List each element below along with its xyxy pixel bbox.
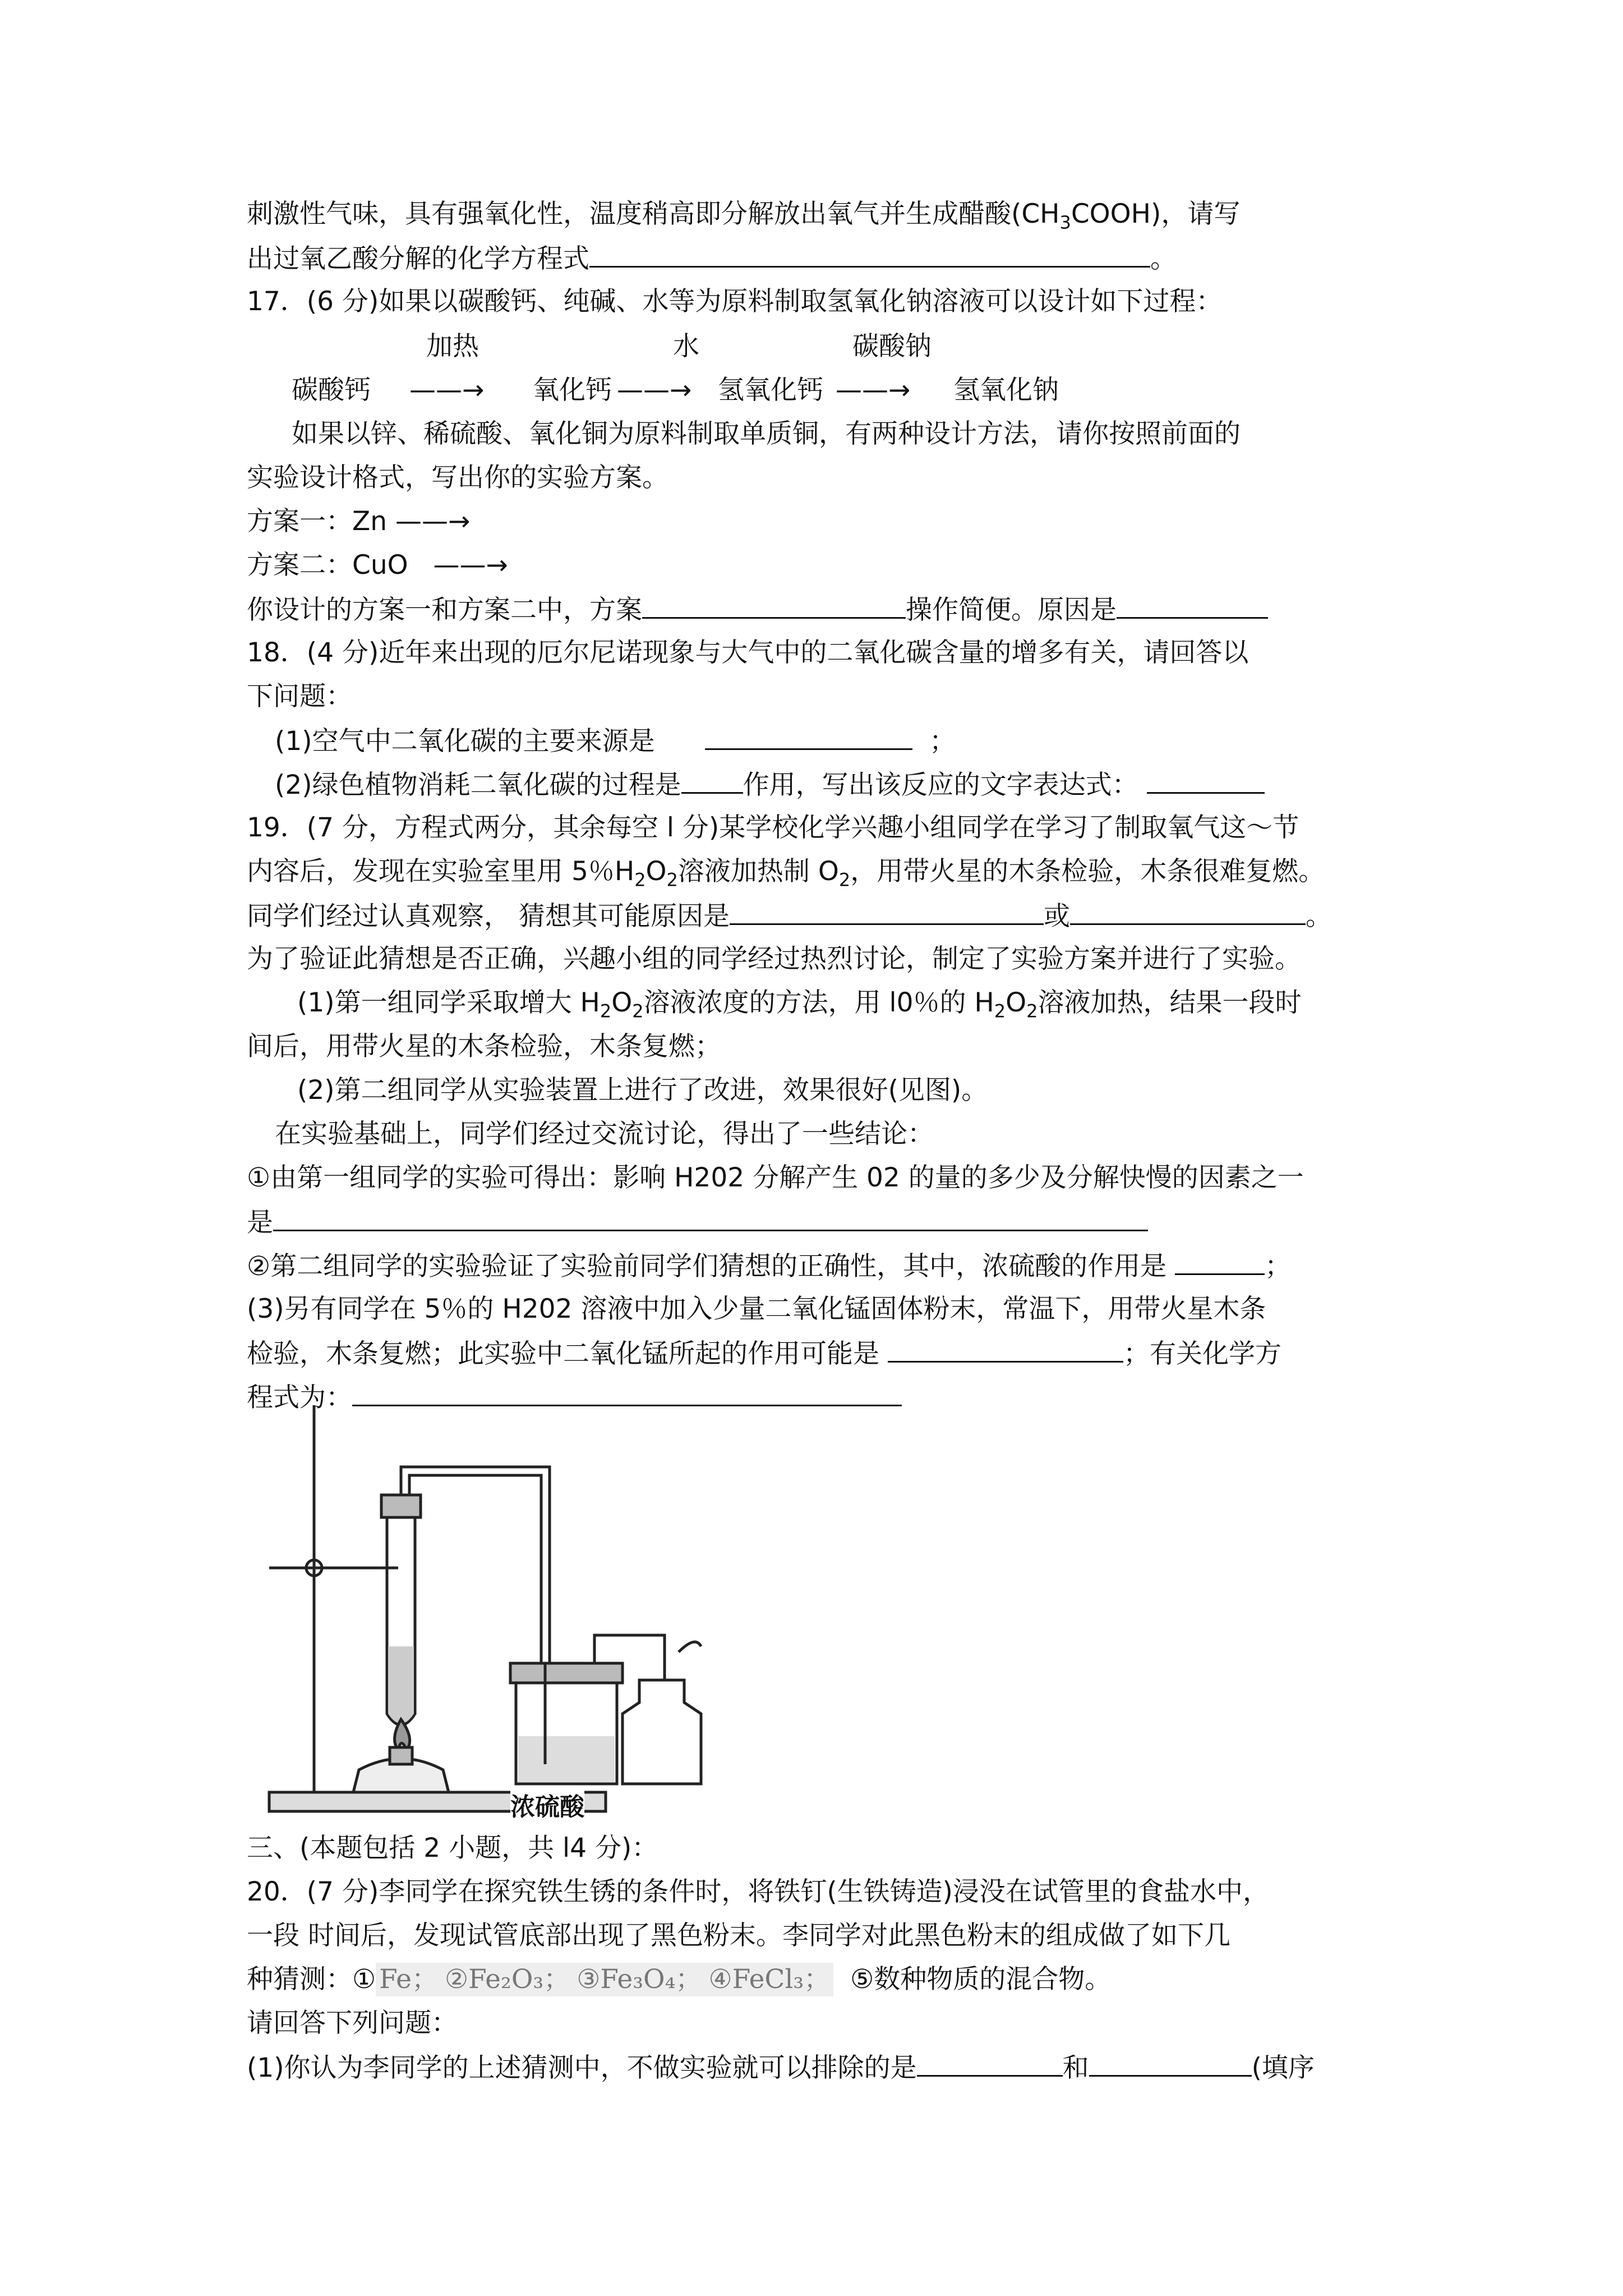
q17-head: 17．(6 分)如果以碳酸钙、纯碱、水等为原料制取氢氧化钠溶液可以设计如下过程：	[247, 286, 1223, 317]
q19-group1: (1)第一组同学采取增大 $H_2O_2$溶液浓度的方法，用 l0％的 $H_2O_2$溶液加热，结果一段时	[297, 987, 1302, 1022]
answer-blank[interactable]	[1117, 592, 1268, 619]
answer-blank[interactable]	[273, 1205, 1148, 1231]
q19-head1: 19．(7 分，方程式两分，其余每空 l 分)某学校化学兴趣小组同学在学习了制取氧气这～节	[247, 812, 1299, 843]
q20-head1: 20．(7 分)李同学在探究铁生锈的条件时，将铁钉(生铁铸造)浸没在试管里的食盐水中，	[247, 1876, 1269, 1907]
arrow-icon: ——→	[433, 550, 508, 581]
q19-conclusion-intro: 在实验基础上，同学们经过交流讨论，得出了一些结论：	[275, 1119, 934, 1149]
q18-head2: 下问题：	[247, 681, 352, 712]
chain-item: 氧化钙	[533, 375, 612, 406]
condition-water: 水	[673, 331, 699, 362]
q19-conclusion2: ②第二组同学的实验验证了实验前同学们猜想的正确性，其中，浓硫酸的作用是 ；	[247, 1249, 1291, 1283]
chain-item: 氢氧化钙	[718, 375, 823, 406]
section3-head: 三、(本题包括 2 小题，共 l4 分)：	[247, 1833, 658, 1864]
q17-text2: 实验设计格式，写出你的实验方案。	[247, 462, 668, 493]
chain-item: 碳酸钙	[292, 375, 371, 406]
q19-conclusion3-line3: 程式为：	[247, 1380, 902, 1415]
q19-conclusion1: ①由第一组同学的实验可得出：影响 H202 分解产生 02 的量的多少及分解快慢的因素之一	[247, 1162, 1304, 1193]
guess-fe: Fe；	[376, 1963, 441, 1996]
q17-plan1: 方案一：Zn ——→	[247, 506, 471, 537]
q19-conclusion3-line2: 检验，木条复燃；此实验中二氧化锰所起的作用可能是 ；有关化学方	[247, 1336, 1281, 1371]
q16-line1: 刺激性气味，具有强氧化性，温度稍高即分解放出氧气并生成醋酸$(CH_3COOH)$，请写	[247, 199, 1241, 233]
q20-head3: 种猜测：① Fe； ②Fe₂O₃； ③Fe₃O₄； ④FeCl₃； ⑤数种物质的混合物。	[247, 1963, 1111, 1996]
q17-text1: 如果以锌、稀硫酸、氧化铜为原料制取单质铜，有两种设计方法，请你按照前面的	[292, 418, 1241, 449]
guess-fe3o4: ③Fe₃O₄；	[573, 1963, 705, 1996]
condition-sodium-carbonate: 碳酸钠	[852, 331, 932, 362]
arrow-icon: ——→	[409, 375, 485, 406]
q19-conclusion3: (3)另有同学在 5％的 H202 溶液中加入少量二氧化锰固体粉末，常温下，用带火星木条	[247, 1294, 1266, 1324]
q20-head2: 一段 时间后，发现试管底部出现了黑色粉末。李同学对此黑色粉末的组成做了如下几	[247, 1920, 1230, 1951]
answer-blank[interactable]	[730, 899, 1044, 925]
answer-blank[interactable]	[705, 724, 912, 750]
answer-blank[interactable]	[1175, 1249, 1265, 1275]
q20-ask: 请回答下列问题：	[247, 2008, 458, 2039]
q19-head2: 内容后，发现在实验室里用 5％$H_2O_2$溶液加热制 $O_2$，用带火星的木条检验，木条很难复燃。	[247, 856, 1325, 891]
q18-sub2: (2)绿色植物消耗二氧化碳的过程是 作用，写出该反应的文字表达式：	[275, 767, 1265, 802]
q19-group1-line2: 间后，用带火星的木条检验，木条复燃；	[247, 1031, 721, 1062]
q19-verify: 为了验证此猜想是否正确，兴趣小组的同学经过热烈讨论，制定了实验方案并进行了实验。	[247, 944, 1301, 974]
apparatus-drawing	[247, 1400, 780, 1826]
arrow-icon: ——→	[395, 506, 471, 537]
q17-plan2: 方案二：CuO ——→	[247, 550, 508, 581]
answer-blank[interactable]	[1147, 767, 1265, 794]
condition-heat: 加热	[426, 331, 479, 362]
answer-blank[interactable]	[1089, 2050, 1252, 2077]
q19-group2: (2)第二组同学从实验装置上进行了改进，效果很好(见图)。	[297, 1075, 988, 1106]
guess-fe2o3: ②Fe₂O₃；	[441, 1963, 573, 1996]
q19-conclusion1-line2: 是	[247, 1205, 1148, 1240]
q18-head1: 18．(4 分)近年来出现的厄尔尼诺现象与大气中的二氧化碳含量的增多有关，请回答以	[247, 637, 1249, 668]
answer-blank[interactable]	[1070, 899, 1306, 925]
answer-blank[interactable]	[642, 592, 906, 619]
q17-compare: 你设计的方案一和方案二中，方案 操作简便。原因是	[247, 592, 1268, 627]
guess-fecl3: ④FeCl₃；	[705, 1963, 833, 1996]
q18-sub1: (1)空气中二氧化碳的主要来源是 ；	[275, 724, 956, 758]
q20-part1: (1)你认为李同学的上述猜测中，不做实验就可以排除的是 和 (填序	[247, 2050, 1315, 2085]
answer-blank[interactable]	[917, 2050, 1063, 2077]
arrow-icon: ——→	[617, 375, 692, 406]
chain-item: 氢氧化钠	[953, 375, 1059, 406]
answer-blank[interactable]	[589, 241, 1150, 268]
q16-line2: 出过氧乙酸分解的化学方程式 。	[247, 241, 1177, 276]
answer-blank[interactable]	[681, 767, 743, 794]
arrow-icon: ——→	[836, 375, 911, 406]
label-conc-sulfuric-acid: 浓硫酸	[510, 1787, 584, 1823]
q19-guess: 同学们经过认真观察， 猜想其可能原因是 或 。	[247, 899, 1332, 933]
answer-blank[interactable]	[888, 1336, 1123, 1363]
apparatus-figure	[247, 1400, 780, 1826]
